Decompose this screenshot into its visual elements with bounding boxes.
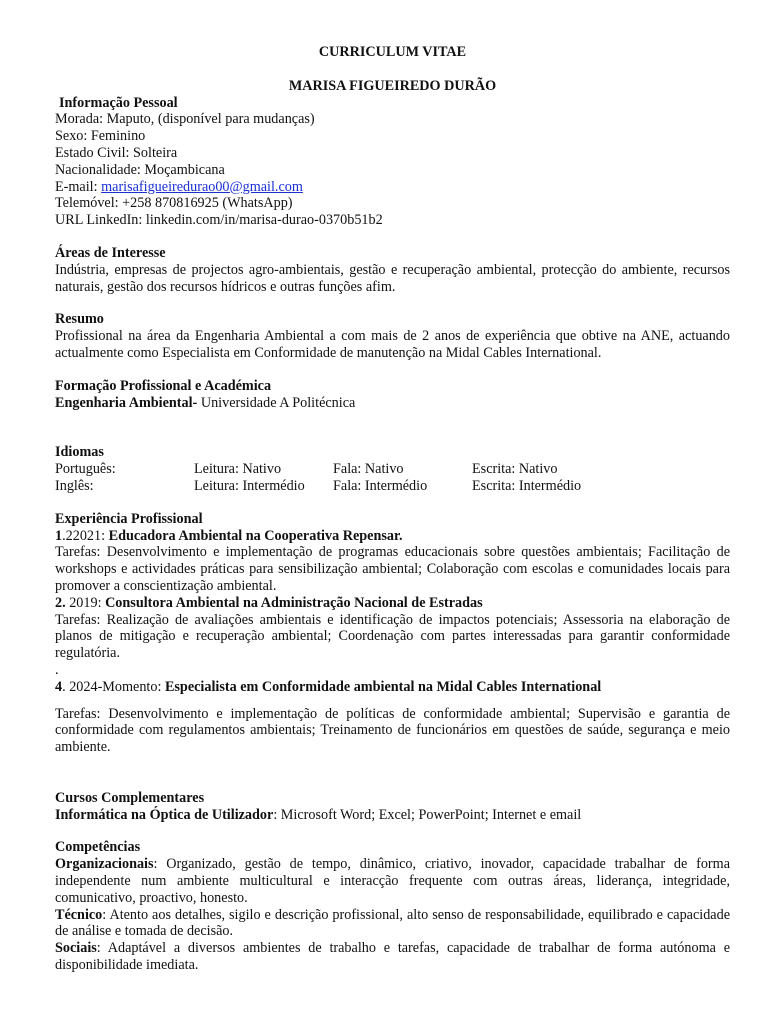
- sex-line: Sexo: Feminino: [55, 128, 146, 145]
- linkedin-line: URL LinkedIn: linkedin.com/in/marisa-durao-0370b51b2: [55, 212, 383, 229]
- experience-separator-dot: .: [55, 661, 59, 678]
- person-name: MARISA FIGUEIREDO DURÃO: [288, 77, 497, 94]
- cv-content: [55, 44, 730, 974]
- skill-label: Técnico: [55, 906, 103, 923]
- phone-line: Telemóvel: +258 870816925 (WhatsApp): [55, 195, 293, 212]
- language-writing: Escrita: Intermédio: [472, 477, 582, 494]
- personal-heading: Informação Pessoal: [59, 94, 178, 111]
- experience-role: Consultora Ambiental na Administração Nacional de Estradas: [105, 594, 483, 611]
- email-label: E-mail:: [55, 178, 102, 195]
- experience-role: Especialista em Conformidade ambiental na Midal Cables International: [164, 678, 602, 695]
- nationality-line: Nacionalidade: Moçambicana: [55, 161, 225, 178]
- document-title: CURRICULUM VITAE: [318, 44, 467, 60]
- language-name: Inglês:: [55, 477, 94, 494]
- summary-text: Profissional na área da Engenharia Ambiental a com mais de 2 anos de experiência que obtive na ANE, actuando actualmente como Especialista em Conformidade de manutenção na Midal Cables International.: [55, 328, 730, 361]
- education-heading: Formação Profissional e Académica: [55, 377, 272, 394]
- skill-text: : Adaptável a diversos ambientes de trabalho e tarefas, capacidade de trabalhar de forma autónoma e disponibilidade imediata.: [55, 940, 730, 974]
- experience-number: 1: [55, 527, 63, 544]
- education-course: Engenharia Ambiental-: [55, 394, 198, 411]
- experience-tasks: Tarefas: Desenvolvimento e implementação de programas educacionais sobre questões ambientais; Facilitação de workshops e actividades práticas para sensibilização ambiental; Colaboração com escolas e comunidades locais para promover a conscientização ambiental.: [55, 544, 730, 594]
- language-name: Português:: [55, 461, 116, 478]
- courses-line: [55, 807, 730, 824]
- language-reading: Leitura: Nativo: [194, 461, 282, 478]
- experience-date: . 2024-Momento:: [62, 678, 165, 695]
- experience-tasks: Tarefas: Realização de avaliações ambientais e identificação de impactos potenciais; Assessoria na elaboração de planos de mitigação e recuperação ambiental; Coordenação com partes interessadas para garantir conformidade regulatória.: [55, 611, 730, 662]
- experience-number: 4: [55, 678, 63, 695]
- language-row: [55, 461, 730, 478]
- interests-heading: Áreas de Interesse: [55, 244, 166, 261]
- education-line: [55, 395, 730, 412]
- languages-heading: Idiomas: [55, 444, 104, 461]
- language-reading: Leitura: Intermédio: [194, 477, 305, 494]
- education-school: Universidade A Politécnica: [197, 394, 356, 411]
- skill-item: [55, 907, 730, 941]
- skill-text: : Atento aos detalhes, sigilo e descrição profissional, alto senso de responsabilidade, equilibrado e capacidade de análise e tomada de decisão.: [55, 906, 730, 940]
- skill-label: Sociais: [55, 940, 97, 957]
- interests-text: Indústria, empresas de projectos agro-ambientais, gestão e recuperação ambiental, protecção do ambiente, recursos naturais, gestão dos recursos hídricos e outras funções afim.: [55, 261, 730, 295]
- skill-label: Organizacionais: [55, 856, 154, 873]
- experience-number: 2.: [55, 594, 66, 611]
- courses-text: : Microsoft Word; Excel; PowerPoint; Internet e email: [273, 806, 582, 823]
- skill-item: [55, 940, 730, 974]
- experience-item-title: [55, 595, 730, 612]
- experience-date: 2019:: [65, 594, 106, 611]
- experience-item-title: [55, 528, 730, 545]
- email-line: [55, 179, 730, 196]
- skill-item: [55, 856, 730, 906]
- courses-label: Informática na Óptica de Utilizador: [55, 806, 274, 823]
- skills-heading: Competências: [55, 839, 141, 856]
- skill-text: : Organizado, gestão de tempo, dinâmico, criativo, inovador, capacidade trabalhar de forma independente num ambiente multicultural e interacção frequente com outras áreas, liderança, integridade, comunicativo, proactivo, honesto.: [55, 856, 730, 906]
- language-writing: Escrita: Nativo: [472, 461, 558, 478]
- experience-tasks: Tarefas: Desenvolvimento e implementação de políticas de conformidade ambiental; Supervisão e garantia de conformidade com regulamentos ambientais; Treinamento de funcionários em questões de saúde, segurança e meio ambiente.: [55, 705, 730, 756]
- summary-heading: Resumo: [55, 311, 104, 328]
- address-line: Morada: Maputo, (disponível para mudanças): [55, 111, 315, 128]
- courses-heading: Cursos Complementares: [55, 789, 205, 806]
- experience-date: .22021:: [62, 527, 109, 544]
- language-speaking: Fala: Nativo: [333, 461, 404, 478]
- language-speaking: Fala: Intermédio: [333, 477, 428, 494]
- experience-item-title: [55, 679, 730, 696]
- experience-role: Educadora Ambiental na Cooperativa Repensar.: [108, 527, 403, 544]
- civil-status-line: Estado Civil: Solteira: [55, 144, 178, 161]
- email-link[interactable]: marisafigueiredurao00@gmail.com: [101, 178, 303, 195]
- language-row: [55, 478, 730, 495]
- experience-heading: Experiência Profissional: [55, 510, 203, 527]
